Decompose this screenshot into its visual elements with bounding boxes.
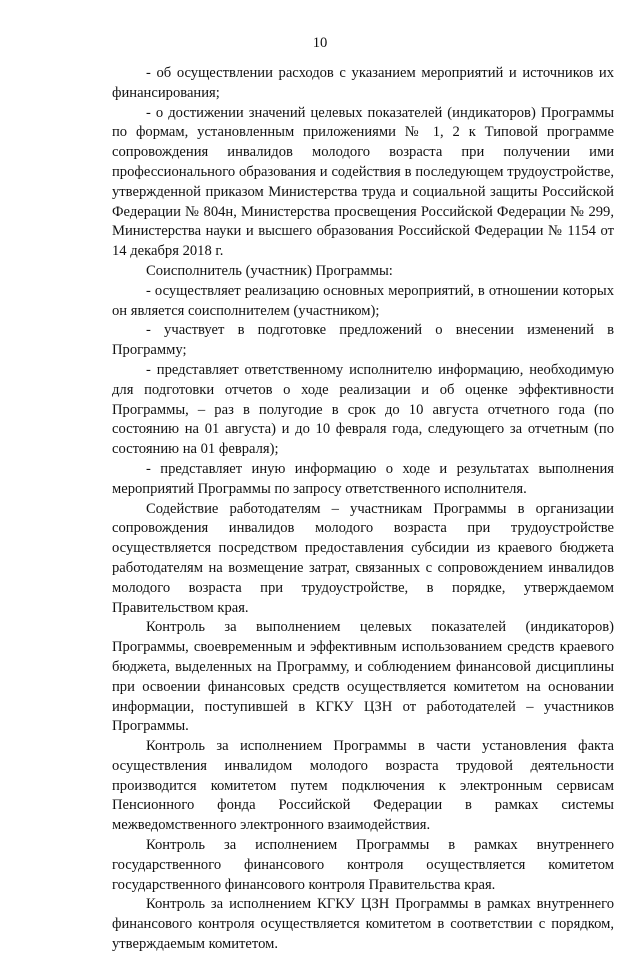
- paragraph-target-indicators: - о достижении значений целевых показателей (индикаторов) Программы по формам, установленным приложениями № 1, 2 к Типовой программе сопровождения инвалидов молодого возраста при получении ими профессионального образования и содействия в последующем трудоустройстве, утвержденной приказом Министерства труда и социальной защиты Российской Федерации № 804н, Министерства просвещения Российской Федерации № 299, Министерства науки и высшего образования Российской Федерации № 1154 от 14 декабря 2018 г.: [112, 104, 614, 260]
- document-body: [112, 64, 614, 955]
- paragraph-reporting-information: - представляет ответственному исполнителю информацию, необходимую для подготовки отчетов о ходе реализации и об оценке эффективности Программы, – раз в полугодие в срок до 10 августа отчетного года (по состоянию на 01 августа) и до 10 февраля года, следующего за отчетным (по состоянию на 01 февраля);: [112, 361, 614, 458]
- paragraph-employment-control: Контроль за исполнением Программы в части установления факта осуществления инвалидом молодого возраста трудовой деятельности производится комитетом путем подключения к электронным сервисам Пенсионного фонда Российской Федерации в рамках системы межведомственного электронного взаимодействия.: [112, 738, 614, 834]
- paragraph-state-financial-control: Контроль за исполнением Программы в рамках внутреннего государственного финансового контроля осуществляется комитетом государственного финансового контроля Правительства края.: [112, 837, 614, 893]
- paragraph-participates-proposals: - участвует в подготовке предложений о внесении изменений в Программу;: [112, 322, 614, 359]
- paragraph-employer-assistance: Содействие работодателям – участникам Программы в организации сопровождения инвалидов молодого возраста при трудоустройстве осуществляется посредством предоставления субсидии из краевого бюджета работодателям на возмещение затрат, связанных с сопровождением инвалидов молодого возраста при трудоустройстве, в порядке, утверждаемом Правительством края.: [112, 500, 614, 616]
- paragraph-co-executor-heading: Соисполнитель (участник) Программы:: [146, 262, 393, 279]
- paragraph-other-information: - представляет иную информацию о ходе и результатах выполнения мероприятий Программы по запросу ответственного исполнителя.: [112, 460, 614, 497]
- paragraph-indicator-control: Контроль за выполнением целевых показателей (индикаторов) Программы, своевременным и эффективным использованием средств краевого бюджета, выделенных на Программу, и соблюдением финансовой дисциплины при освоении финансовых средств осуществляется комитетом на основании информации, поступившей в КГКУ ЦЗН от работодателей – участников Программы.: [112, 619, 614, 735]
- page-number: 10: [312, 35, 328, 51]
- paragraph-expenses: - об осуществлении расходов с указанием мероприятий и источников их финансирования;: [112, 65, 614, 101]
- paragraph-implements-measures: - осуществляет реализацию основных мероприятий, в отношении которых он является соисполнителем (участником);: [112, 282, 614, 319]
- paragraph-internal-financial-control: Контроль за исполнением КГКУ ЦЗН Программы в рамках внутреннего финансового контроля осуществляется комитетом в соответствии с порядком, утверждаемым комитетом.: [112, 896, 614, 953]
